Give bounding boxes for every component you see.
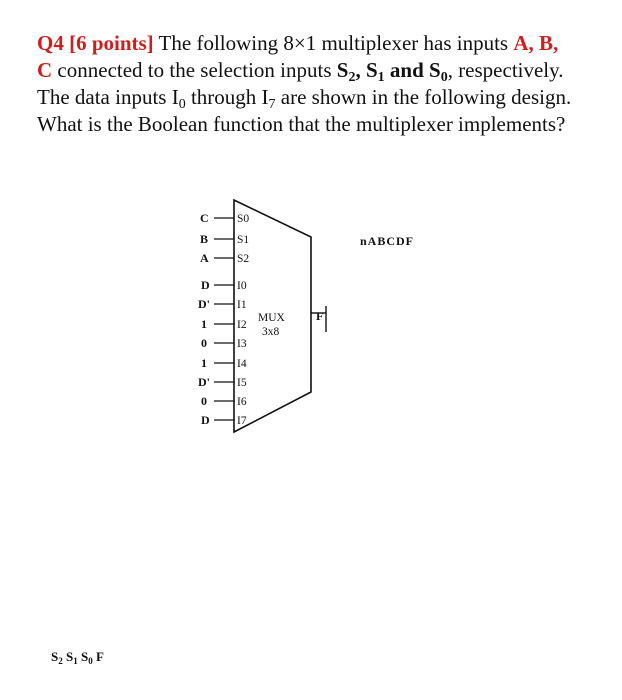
input-c: C [37, 58, 53, 82]
mux-size: 3x8 [262, 326, 280, 338]
pin-i7: I7 [237, 415, 247, 427]
select-input-b: B [200, 232, 209, 246]
data-input-7: D [201, 413, 210, 427]
pin-i4: I4 [237, 358, 247, 370]
pin-i3: I3 [237, 338, 247, 350]
data-input-4: 1 [201, 356, 207, 370]
select-input-a: A [200, 251, 209, 265]
pin-s0: S0 [237, 213, 250, 225]
pin-i6: I6 [237, 396, 247, 408]
output-label: F [316, 309, 324, 323]
question-label: Q4 [6 points] [37, 31, 154, 55]
pin-s2: S2 [237, 253, 250, 265]
data-input-0: D [201, 278, 210, 292]
truth-table-header: nABCDF [360, 234, 415, 248]
pin-s1: S1 [237, 234, 250, 246]
pin-i5: I5 [237, 377, 247, 389]
data-lines [214, 285, 234, 420]
question-text: Q4 [6 points] The following 8×1 multiplexer has inputs A, B, C connected to the selection inputs $S_2$, $S_1$ and $S_0$, respectively. The data inputs $I_0$ through $I_7$ are shown in the following design. What is the Boolean function that the multiplexer implements? [37, 31, 572, 136]
pin-i2: I2 [237, 319, 247, 331]
data-input-1: D' [198, 297, 210, 311]
data-input-6: 0 [201, 394, 207, 408]
select-lines [214, 218, 234, 258]
data-input-3: 0 [201, 336, 207, 350]
pin-i0: I0 [237, 280, 247, 292]
select-input-c: C [200, 211, 209, 225]
data-input-5: D' [198, 375, 210, 389]
data-input-2: 1 [201, 317, 207, 331]
mux-name: MUX [258, 312, 285, 324]
inputs-ab: A, B, [513, 31, 559, 55]
pin-i1: I1 [237, 299, 247, 311]
bottom-truth-header: $S_2$ $S_1$ $S_0$ F [51, 649, 104, 666]
